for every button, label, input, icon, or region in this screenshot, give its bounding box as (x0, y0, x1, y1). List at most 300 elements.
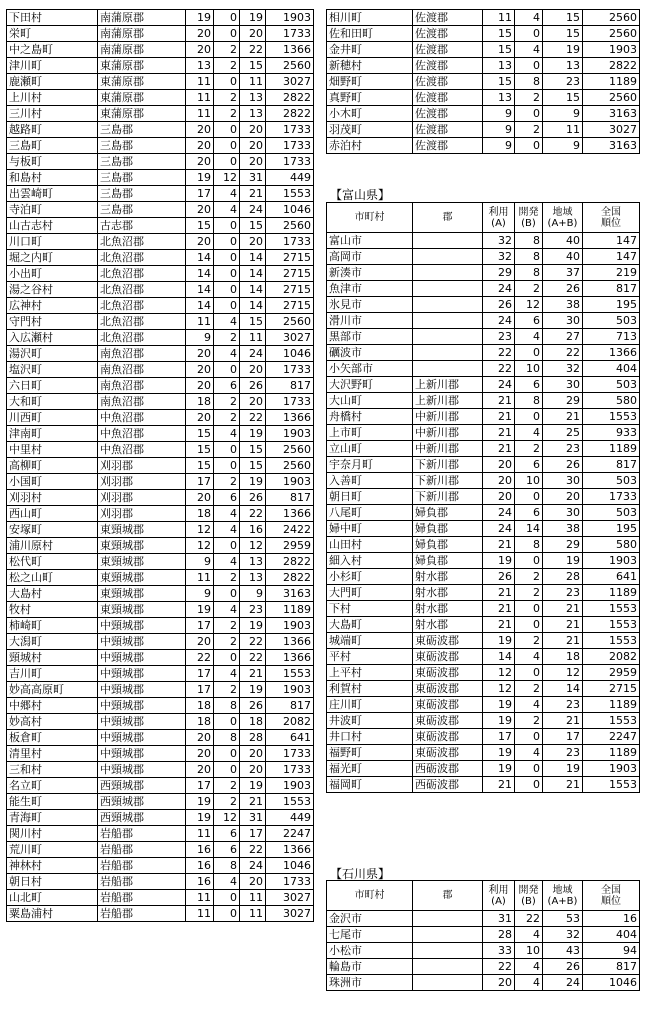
cell-district: 三島郡 (98, 122, 186, 138)
cell-area-ab: 32 (543, 927, 583, 943)
cell-national-rank: 147 (583, 233, 640, 249)
table-row (327, 505, 640, 521)
cell-district: 中頸城郡 (98, 682, 186, 698)
cell-dev-b: 0 (214, 458, 240, 474)
cell-use-a: 20 (186, 362, 214, 378)
cell-national-rank: 195 (583, 521, 640, 537)
cell-dev-b: 0 (214, 26, 240, 42)
cell-district: 東頸城郡 (98, 538, 186, 554)
cell-district: 上新川郡 (413, 377, 483, 393)
cell-use-a: 24 (483, 313, 515, 329)
cell-national-rank: 2715 (266, 298, 314, 314)
cell-use-a: 19 (483, 713, 515, 729)
cell-national-rank: 1046 (266, 346, 314, 362)
cell-area-ab: 38 (543, 521, 583, 537)
cell-national-rank: 1733 (266, 362, 314, 378)
cell-district (413, 313, 483, 329)
cell-municipality: 清里村 (7, 746, 98, 762)
cell-national-rank: 1733 (266, 394, 314, 410)
cell-area-ab: 11 (240, 890, 266, 906)
cell-use-a: 24 (483, 281, 515, 297)
cell-national-rank: 1733 (266, 874, 314, 890)
cell-dev-b: 0 (515, 761, 543, 777)
cell-district (413, 943, 483, 959)
cell-district: 東砺波郡 (413, 649, 483, 665)
cell-dev-b: 4 (214, 522, 240, 538)
cell-district: 東砺波郡 (413, 745, 483, 761)
cell-use-a: 12 (483, 665, 515, 681)
table-row (327, 138, 640, 154)
table-row (327, 617, 640, 633)
cell-municipality: 大潟町 (7, 634, 98, 650)
cell-national-rank: 1903 (266, 778, 314, 794)
cell-national-rank: 1046 (583, 975, 640, 991)
cell-district: 三島郡 (98, 170, 186, 186)
cell-national-rank: 3163 (583, 138, 640, 154)
cell-use-a: 20 (186, 762, 214, 778)
cell-dev-b: 0 (515, 26, 543, 42)
cell-area-ab: 21 (543, 633, 583, 649)
cell-dev-b: 2 (515, 122, 543, 138)
cell-use-a: 20 (186, 26, 214, 42)
cell-municipality: 湯之谷村 (7, 282, 98, 298)
cell-national-rank: 503 (583, 377, 640, 393)
cell-area-ab: 15 (240, 218, 266, 234)
cell-use-a: 9 (483, 122, 515, 138)
cell-national-rank: 2822 (266, 106, 314, 122)
table-row (327, 697, 640, 713)
cell-national-rank: 2560 (266, 58, 314, 74)
table-row (7, 42, 314, 58)
cell-dev-b: 4 (515, 329, 543, 345)
cell-municipality: 湯沢町 (7, 346, 98, 362)
header-use-line1: 利用 (488, 206, 509, 218)
table-row (327, 729, 640, 745)
cell-district: 南魚沼郡 (98, 346, 186, 362)
cell-national-rank: 1903 (583, 42, 640, 58)
cell-use-a: 9 (186, 586, 214, 602)
cell-municipality: 小国町 (7, 474, 98, 490)
cell-dev-b: 6 (214, 826, 240, 842)
table-row (327, 761, 640, 777)
cell-area-ab: 13 (240, 106, 266, 122)
cell-dev-b: 0 (214, 10, 240, 26)
cell-district: 北魚沼郡 (98, 298, 186, 314)
cell-national-rank: 1189 (583, 745, 640, 761)
cell-district: 佐渡郡 (413, 10, 483, 26)
cell-municipality: 氷見市 (327, 297, 413, 313)
header-area (543, 203, 583, 233)
cell-municipality: 大和町 (7, 394, 98, 410)
cell-dev-b: 2 (214, 682, 240, 698)
cell-dev-b: 0 (515, 345, 543, 361)
cell-municipality: 中之島町 (7, 42, 98, 58)
cell-area-ab: 32 (543, 361, 583, 377)
cell-municipality: 川西町 (7, 410, 98, 426)
cell-dev-b: 2 (214, 474, 240, 490)
cell-municipality: 高柳町 (7, 458, 98, 474)
cell-use-a: 20 (186, 138, 214, 154)
cell-municipality: 鹿瀬町 (7, 74, 98, 90)
cell-use-a: 20 (186, 346, 214, 362)
table-row (7, 218, 314, 234)
cell-dev-b: 4 (515, 745, 543, 761)
cell-area-ab: 20 (240, 138, 266, 154)
cell-national-rank: 1553 (583, 409, 640, 425)
cell-use-a: 24 (483, 521, 515, 537)
table-row (7, 586, 314, 602)
cell-district: 三島郡 (98, 138, 186, 154)
cell-use-a: 24 (483, 505, 515, 521)
cell-dev-b: 4 (214, 506, 240, 522)
cell-municipality: 小松市 (327, 943, 413, 959)
table-row (327, 361, 640, 377)
cell-area-ab: 15 (543, 26, 583, 42)
table-row (327, 90, 640, 106)
cell-area-ab: 11 (240, 330, 266, 346)
cell-district: 岩船郡 (98, 874, 186, 890)
cell-district: 南魚沼郡 (98, 394, 186, 410)
cell-use-a: 19 (186, 10, 214, 26)
table-row (7, 170, 314, 186)
cell-municipality: 佐和田町 (327, 26, 413, 42)
cell-area-ab: 22 (543, 345, 583, 361)
cell-municipality: 黒部市 (327, 329, 413, 345)
cell-district: 西頸城郡 (98, 810, 186, 826)
cell-national-rank: 1553 (583, 617, 640, 633)
cell-dev-b: 6 (214, 490, 240, 506)
cell-use-a: 20 (186, 410, 214, 426)
cell-dev-b: 0 (214, 714, 240, 730)
cell-district: 北魚沼郡 (98, 330, 186, 346)
cell-national-rank: 2560 (266, 442, 314, 458)
table-row (7, 554, 314, 570)
cell-area-ab: 22 (240, 842, 266, 858)
cell-dev-b: 4 (214, 186, 240, 202)
table-row (327, 959, 640, 975)
cell-municipality: 青海町 (7, 810, 98, 826)
cell-area-ab: 15 (543, 10, 583, 26)
cell-district: 北魚沼郡 (98, 250, 186, 266)
cell-dev-b: 2 (214, 90, 240, 106)
cell-dev-b: 0 (515, 106, 543, 122)
cell-district: 佐渡郡 (413, 74, 483, 90)
table-row (7, 682, 314, 698)
cell-use-a: 19 (483, 745, 515, 761)
cell-district: 東砺波郡 (413, 713, 483, 729)
cell-municipality: 山古志村 (7, 218, 98, 234)
cell-dev-b: 2 (214, 618, 240, 634)
cell-national-rank: 1733 (266, 26, 314, 42)
cell-dev-b: 4 (214, 602, 240, 618)
cell-district: 中新川郡 (413, 409, 483, 425)
cell-municipality: 入善町 (327, 473, 413, 489)
cell-national-rank: 817 (583, 959, 640, 975)
cell-national-rank: 1733 (266, 762, 314, 778)
cell-dev-b: 0 (515, 665, 543, 681)
cell-national-rank: 2560 (266, 218, 314, 234)
cell-district: 婦負郡 (413, 505, 483, 521)
cell-area-ab: 53 (543, 911, 583, 927)
cell-national-rank: 3027 (583, 122, 640, 138)
cell-municipality: 大門町 (327, 585, 413, 601)
cell-national-rank: 2715 (583, 681, 640, 697)
cell-use-a: 19 (483, 633, 515, 649)
ishikawa-section-title: 【石川県】 (330, 867, 391, 881)
cell-dev-b: 0 (515, 729, 543, 745)
cell-area-ab: 17 (543, 729, 583, 745)
niigata-municipality-table (6, 9, 314, 922)
cell-use-a: 14 (186, 282, 214, 298)
cell-area-ab: 30 (543, 505, 583, 521)
cell-national-rank: 1366 (266, 842, 314, 858)
cell-national-rank: 195 (583, 297, 640, 313)
cell-area-ab: 21 (240, 666, 266, 682)
cell-dev-b: 4 (214, 202, 240, 218)
cell-dev-b: 0 (515, 58, 543, 74)
cell-dev-b: 14 (515, 521, 543, 537)
cell-municipality: 上川村 (7, 90, 98, 106)
table-row (327, 537, 640, 553)
cell-dev-b: 4 (515, 927, 543, 943)
cell-national-rank: 449 (266, 810, 314, 826)
cell-use-a: 15 (483, 74, 515, 90)
cell-area-ab: 14 (240, 250, 266, 266)
cell-area-ab: 27 (543, 329, 583, 345)
cell-area-ab: 24 (240, 858, 266, 874)
table-row (327, 649, 640, 665)
cell-use-a: 20 (186, 202, 214, 218)
cell-dev-b: 0 (214, 362, 240, 378)
cell-district: 西頸城郡 (98, 794, 186, 810)
table-row (327, 473, 640, 489)
cell-area-ab: 25 (543, 425, 583, 441)
cell-municipality: 大島町 (327, 617, 413, 633)
cell-use-a: 21 (483, 425, 515, 441)
cell-municipality: 三川村 (7, 106, 98, 122)
cell-national-rank: 933 (583, 425, 640, 441)
cell-municipality: 羽茂町 (327, 122, 413, 138)
cell-area-ab: 11 (240, 74, 266, 90)
cell-district (413, 911, 483, 927)
cell-dev-b: 0 (214, 538, 240, 554)
cell-municipality: 赤泊村 (327, 138, 413, 154)
cell-national-rank: 1733 (266, 122, 314, 138)
cell-municipality: 畑野町 (327, 74, 413, 90)
cell-national-rank: 1189 (583, 697, 640, 713)
table-header-row (327, 881, 640, 911)
table-row (327, 122, 640, 138)
cell-municipality: 小杉町 (327, 569, 413, 585)
cell-municipality: 利賀村 (327, 681, 413, 697)
cell-dev-b: 8 (214, 730, 240, 746)
cell-use-a: 17 (186, 778, 214, 794)
cell-use-a: 16 (186, 874, 214, 890)
header-dev (515, 881, 543, 911)
cell-municipality: 板倉町 (7, 730, 98, 746)
cell-use-a: 16 (186, 842, 214, 858)
table-row (327, 377, 640, 393)
cell-dev-b: 0 (214, 890, 240, 906)
cell-district: 東砺波郡 (413, 633, 483, 649)
cell-district: 刈羽郡 (98, 458, 186, 474)
cell-district: 刈羽郡 (98, 474, 186, 490)
cell-district: 東砺波郡 (413, 665, 483, 681)
table-row (327, 601, 640, 617)
table-row (327, 457, 640, 473)
cell-dev-b: 4 (214, 666, 240, 682)
cell-national-rank: 1366 (583, 345, 640, 361)
cell-district (413, 959, 483, 975)
cell-municipality: 越路町 (7, 122, 98, 138)
table-row (7, 650, 314, 666)
cell-dev-b: 4 (515, 425, 543, 441)
cell-use-a: 22 (186, 650, 214, 666)
table-row (7, 666, 314, 682)
table-row (327, 911, 640, 927)
header-dev-line2: (B) (521, 217, 536, 229)
cell-district: 射水郡 (413, 601, 483, 617)
cell-district: 北魚沼郡 (98, 282, 186, 298)
cell-municipality: 八尾町 (327, 505, 413, 521)
cell-national-rank: 404 (583, 361, 640, 377)
cell-national-rank: 3027 (266, 906, 314, 922)
table-row (7, 90, 314, 106)
cell-district: 佐渡郡 (413, 90, 483, 106)
cell-dev-b: 6 (214, 842, 240, 858)
cell-district (413, 361, 483, 377)
table-row (7, 570, 314, 586)
cell-dev-b: 2 (214, 794, 240, 810)
cell-district: 西砺波郡 (413, 777, 483, 793)
table-row (327, 393, 640, 409)
table-row (7, 362, 314, 378)
table-row (7, 602, 314, 618)
cell-municipality: 頸城村 (7, 650, 98, 666)
cell-area-ab: 15 (240, 442, 266, 458)
cell-municipality: 新湊市 (327, 265, 413, 281)
cell-use-a: 20 (186, 490, 214, 506)
cell-district: 佐渡郡 (413, 58, 483, 74)
cell-area-ab: 23 (543, 74, 583, 90)
cell-municipality: 安塚町 (7, 522, 98, 538)
cell-national-rank: 2422 (266, 522, 314, 538)
cell-municipality: 小矢部市 (327, 361, 413, 377)
cell-municipality: 津川町 (7, 58, 98, 74)
cell-district: 婦負郡 (413, 537, 483, 553)
table-row (7, 106, 314, 122)
cell-national-rank: 503 (583, 313, 640, 329)
cell-municipality: 西山町 (7, 506, 98, 522)
cell-district (413, 233, 483, 249)
cell-use-a: 18 (186, 714, 214, 730)
cell-use-a: 11 (186, 74, 214, 90)
cell-national-rank: 817 (583, 281, 640, 297)
cell-municipality: 守門村 (7, 314, 98, 330)
cell-national-rank: 1903 (266, 618, 314, 634)
cell-municipality: 金井町 (327, 42, 413, 58)
cell-area-ab: 19 (543, 553, 583, 569)
cell-district: 東頸城郡 (98, 570, 186, 586)
cell-area-ab: 16 (240, 522, 266, 538)
cell-dev-b: 10 (515, 943, 543, 959)
cell-district: 佐渡郡 (413, 26, 483, 42)
table-row (7, 762, 314, 778)
cell-dev-b: 2 (515, 713, 543, 729)
cell-dev-b: 0 (515, 601, 543, 617)
cell-national-rank: 1733 (583, 489, 640, 505)
cell-use-a: 21 (483, 409, 515, 425)
cell-use-a: 17 (483, 729, 515, 745)
cell-use-a: 20 (186, 378, 214, 394)
cell-use-a: 21 (483, 393, 515, 409)
cell-dev-b: 6 (515, 313, 543, 329)
header-area-line1: 地域 (552, 206, 573, 218)
cell-national-rank: 3163 (266, 586, 314, 602)
table-row (327, 585, 640, 601)
cell-use-a: 17 (186, 474, 214, 490)
cell-dev-b: 0 (515, 489, 543, 505)
cell-national-rank: 1903 (583, 761, 640, 777)
table-row (7, 730, 314, 746)
table-row (7, 906, 314, 922)
table-row (327, 281, 640, 297)
cell-municipality: 婦中町 (327, 521, 413, 537)
cell-area-ab: 19 (240, 682, 266, 698)
cell-use-a: 19 (186, 810, 214, 826)
cell-national-rank: 1553 (583, 633, 640, 649)
cell-district: 中魚沼郡 (98, 442, 186, 458)
cell-area-ab: 12 (543, 665, 583, 681)
cell-district: 三島郡 (98, 186, 186, 202)
cell-area-ab: 28 (240, 730, 266, 746)
table-row (7, 10, 314, 26)
cell-area-ab: 19 (543, 761, 583, 777)
cell-district (413, 927, 483, 943)
cell-municipality: 上平村 (327, 665, 413, 681)
table-row (7, 250, 314, 266)
cell-national-rank: 449 (266, 170, 314, 186)
cell-municipality: 高岡市 (327, 249, 413, 265)
cell-use-a: 20 (186, 730, 214, 746)
cell-use-a: 15 (186, 458, 214, 474)
cell-district: 射水郡 (413, 585, 483, 601)
cell-district: 婦負郡 (413, 521, 483, 537)
cell-district (413, 265, 483, 281)
cell-district: 東蒲原郡 (98, 90, 186, 106)
cell-dev-b: 0 (214, 746, 240, 762)
cell-district (413, 281, 483, 297)
cell-area-ab: 23 (543, 585, 583, 601)
header-dev (515, 203, 543, 233)
cell-district: 南蒲原郡 (98, 26, 186, 42)
table-row (7, 634, 314, 650)
cell-district: 中頸城郡 (98, 666, 186, 682)
cell-dev-b: 2 (214, 570, 240, 586)
cell-municipality: 和島村 (7, 170, 98, 186)
cell-area-ab: 26 (543, 959, 583, 975)
cell-dev-b: 0 (214, 138, 240, 154)
cell-dev-b: 0 (515, 617, 543, 633)
cell-area-ab: 19 (543, 42, 583, 58)
cell-municipality: 牧村 (7, 602, 98, 618)
cell-municipality: 関川村 (7, 826, 98, 842)
cell-dev-b: 12 (515, 297, 543, 313)
cell-dev-b: 4 (515, 975, 543, 991)
cell-dev-b: 2 (214, 330, 240, 346)
table-row (327, 745, 640, 761)
cell-area-ab: 43 (543, 943, 583, 959)
